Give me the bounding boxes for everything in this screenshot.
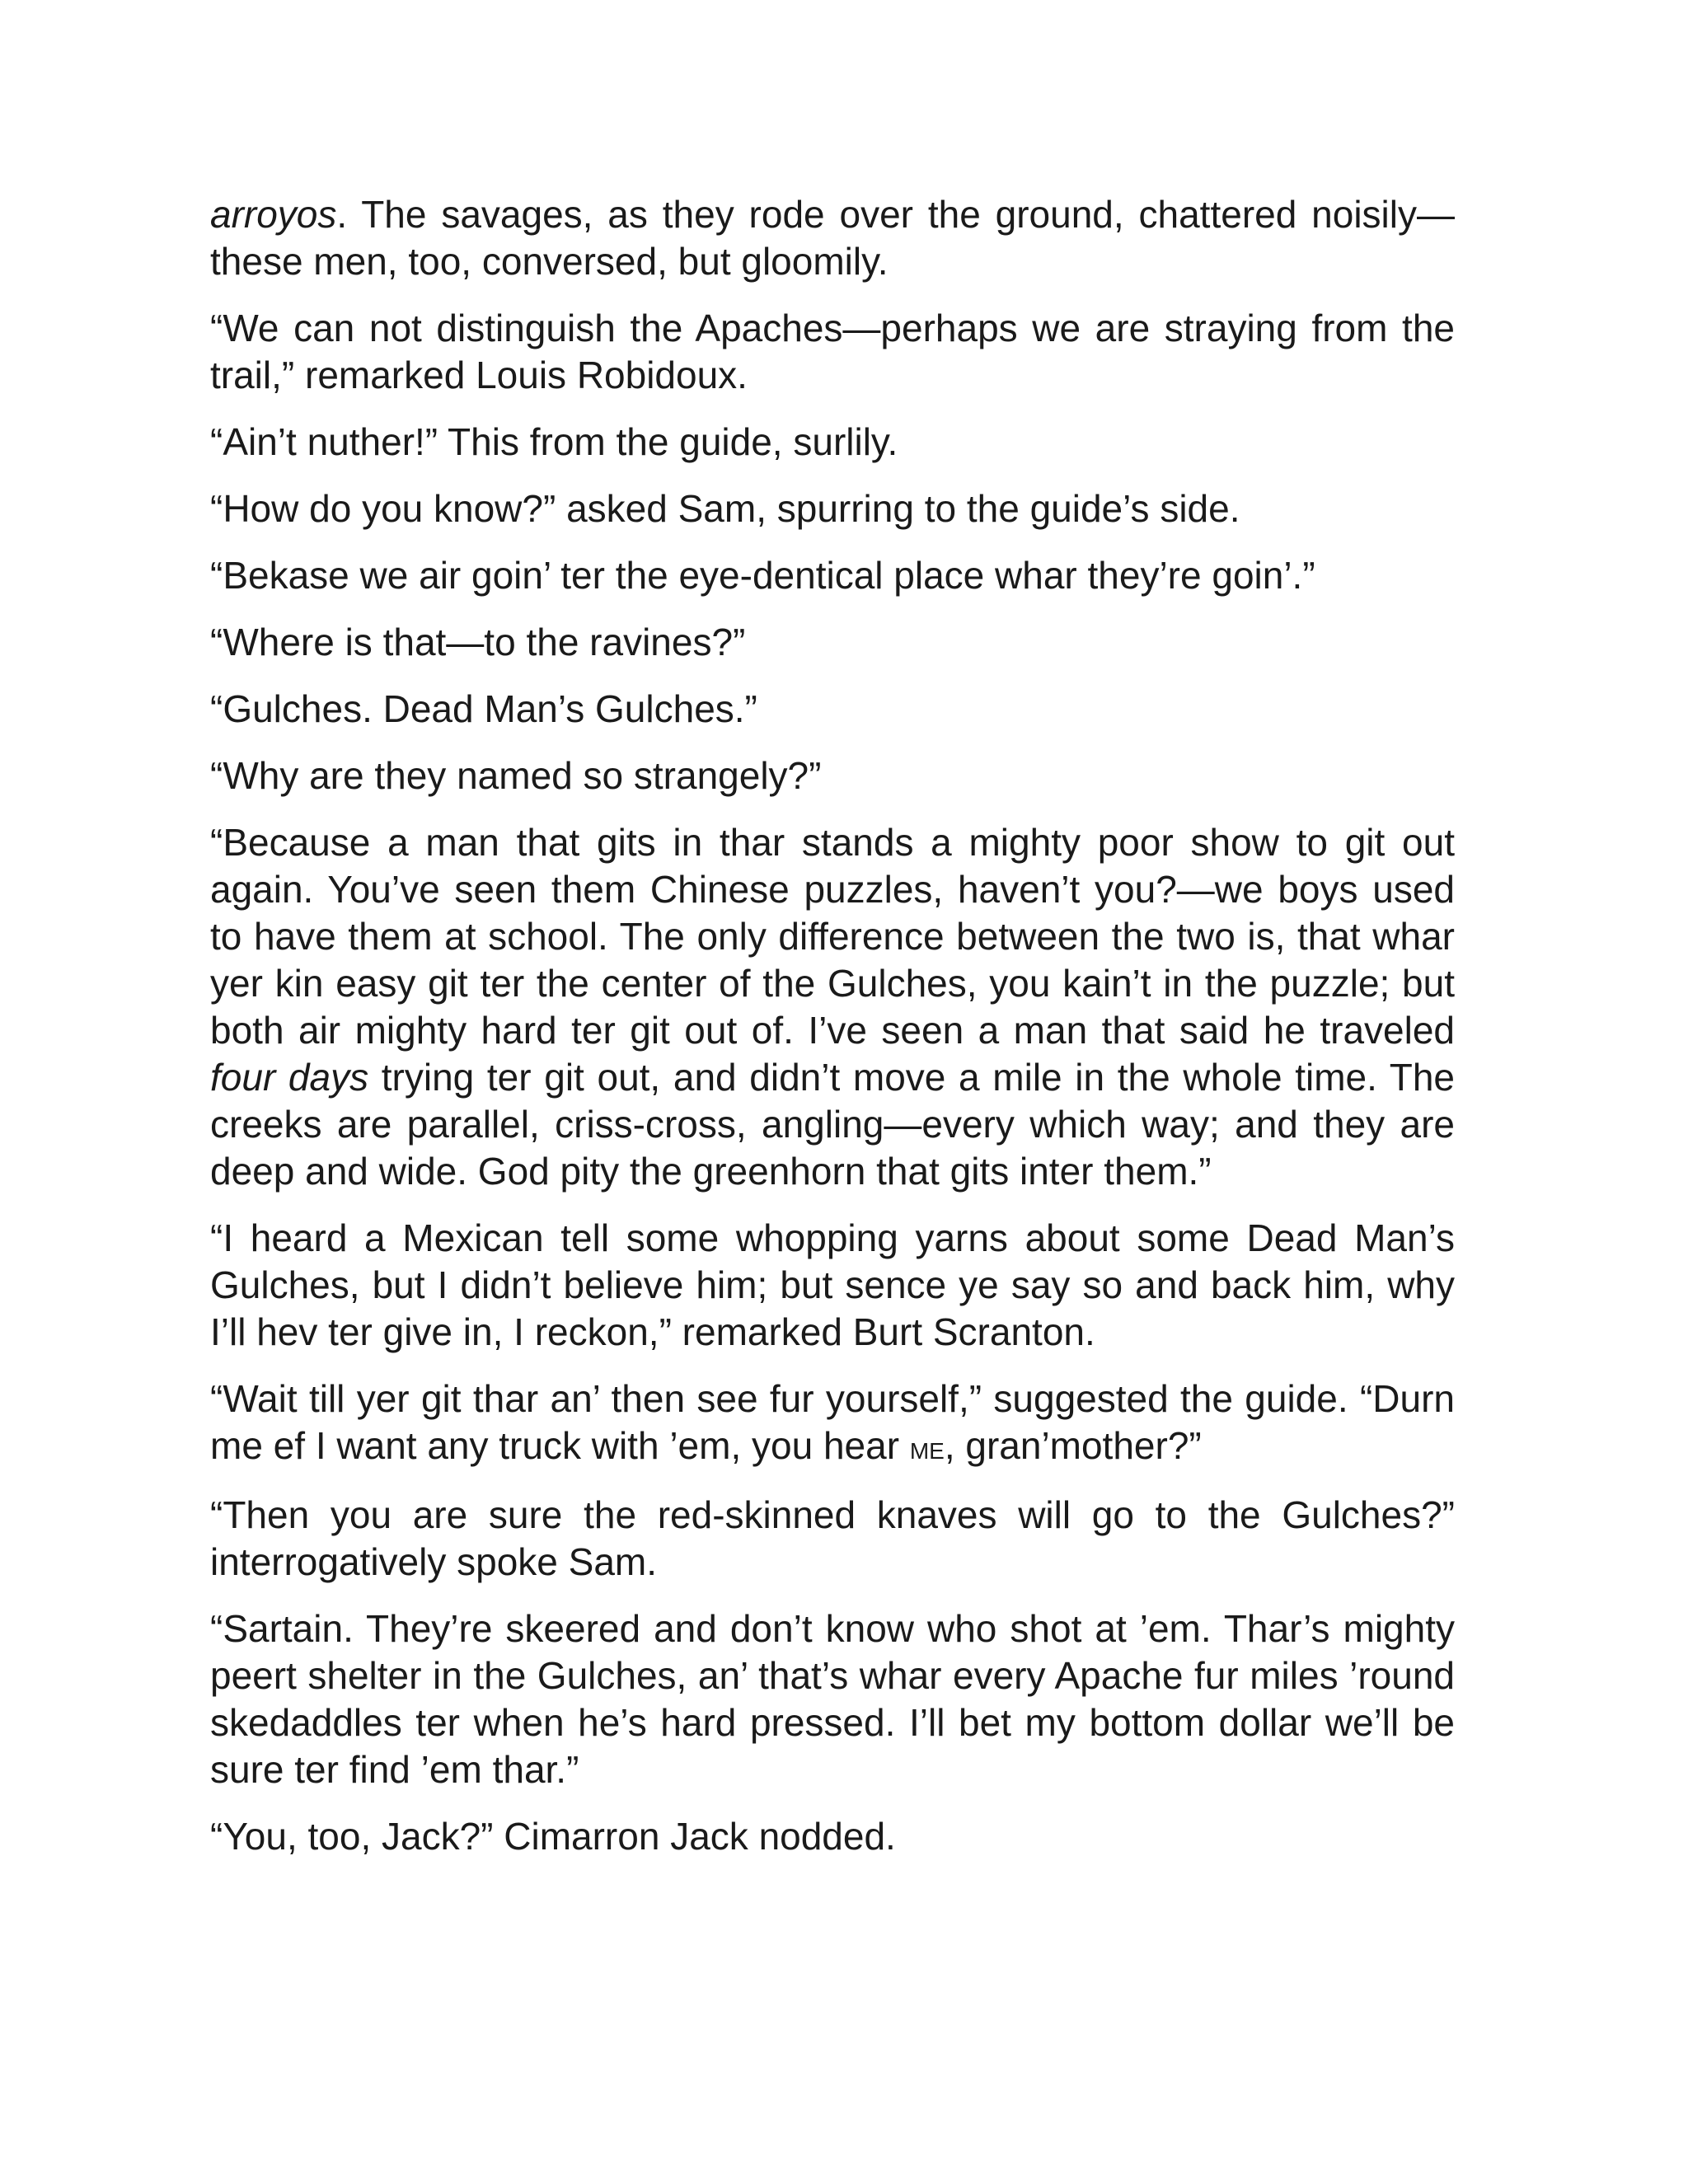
- paragraph-text: “Wait till yer git thar an’ then see fur yourself,” suggested the guide. “Durn me ef I want any truck with ’em, you hear: [210, 1377, 1455, 1467]
- paragraph-9: [210, 819, 1455, 1195]
- paragraph-3: “Ain’t nuther!” This from the guide, surlily.: [210, 420, 898, 463]
- paragraph-14: “You, too, Jack?” Cimarron Jack nodded.: [210, 1815, 896, 1858]
- small-caps-word: me: [909, 1430, 945, 1466]
- italic-word: arroyos: [210, 193, 337, 236]
- paragraph-6: “Where is that—to the ravines?”: [210, 621, 746, 663]
- paragraph-13: “Sartain. They’re skeered and don’t know who shot at ’em. Thar’s mighty peert shelter in the Gulches, an’ that’s whar every Apache fur miles ’round skedaddles ter when he’s hard pressed. I’ll bet my bottom dollar we’ll be sure ter find ’em thar.”: [210, 1607, 1455, 1791]
- paragraph-12: “Then you are sure the red-skinned knaves will go to the Gulches?” interrogatively spoke Sam.: [210, 1493, 1455, 1583]
- paragraph-10: “I heard a Mexican tell some whopping yarns about some Dead Man’s Gulches, but I didn’t believe him; but sence ye say so and back him, why I’ll hev ter give in, I reckon,” remarked Burt Scranton.: [210, 1216, 1455, 1353]
- paragraph-4: “How do you know?” asked Sam, spurring to the guide’s side.: [210, 487, 1240, 530]
- paragraph-text: . The savages, as they rode over the ground, chattered noisily—these men, too, conversed, but gloomily.: [210, 193, 1455, 283]
- paragraph-text: , gran’mother?”: [944, 1424, 1202, 1467]
- book-page: [210, 191, 1455, 1880]
- paragraph-text: “Because a man that gits in thar stands a mighty poor show to git out again. You’ve seen them Chinese puzzles, haven’t you?—we boys used to have them at school. The only difference between the two is, that whar yer kin easy git ter the center of the Gulches, you kain’t in the puzzle; but both air mighty hard ter git out of. I’ve seen a man that said he traveled: [210, 821, 1455, 1052]
- paragraph-1: [210, 191, 1455, 285]
- paragraph-2: “We can not distinguish the Apaches—perhaps we are straying from the trail,” remarked Louis Robidoux.: [210, 307, 1455, 396]
- paragraph-8: “Why are they named so strangely?”: [210, 754, 822, 797]
- paragraph-5: “Bekase we air goin’ ter the eye-dentical place whar they’re goin’.”: [210, 554, 1315, 597]
- paragraph-text: trying ter git out, and didn’t move a mile in the whole time. The creeks are parallel, criss-cross, angling—every which way; and they are deep and wide. God pity the greenhorn that gits inter them.”: [210, 1056, 1455, 1193]
- paragraph-7: “Gulches. Dead Man’s Gulches.”: [210, 687, 757, 730]
- paragraph-11: [210, 1376, 1455, 1472]
- italic-phrase: four days: [210, 1056, 369, 1099]
